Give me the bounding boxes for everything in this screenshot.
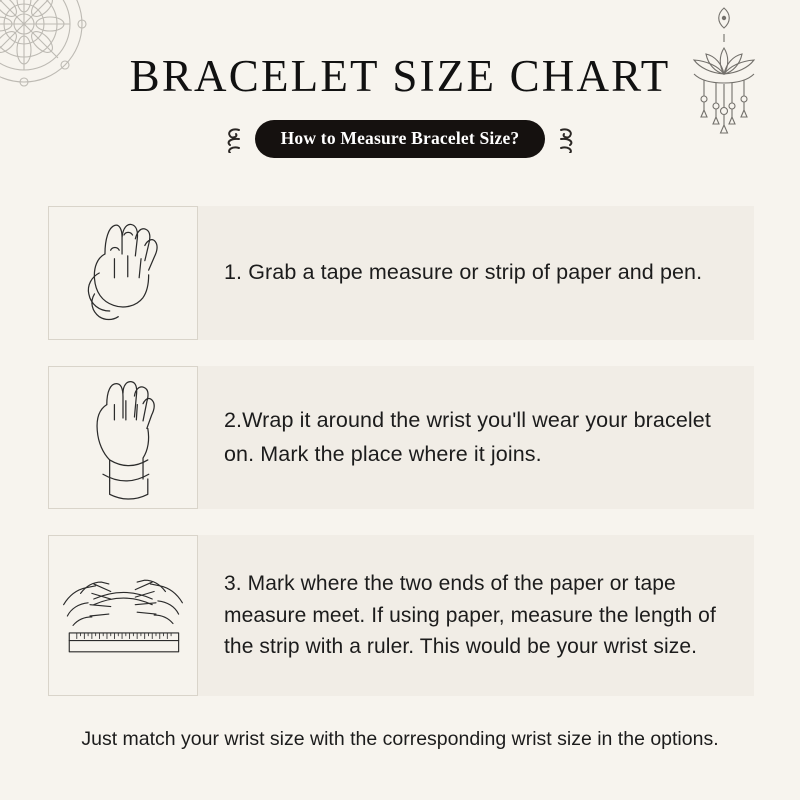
page-title: BRACELET SIZE CHART <box>129 51 671 101</box>
step-text: 2.Wrap it around the wrist you'll wear your bracelet on. Mark the place where it joins. <box>224 408 711 466</box>
steps-list <box>48 206 754 722</box>
hand-fist-line-drawing <box>48 206 198 340</box>
page-header <box>0 51 800 101</box>
footer-note: Just match your wrist size with the corresponding wrist size in the options. <box>81 728 719 750</box>
step-row <box>48 366 754 509</box>
step-text: 3. Mark where the two ends of the paper or tape measure meet. If using paper, measure the length of the strip with a ruler. This would be your wrist size. <box>224 572 716 659</box>
step-row <box>48 535 754 696</box>
subtitle-row <box>0 120 800 158</box>
swirl-flourish-icon <box>557 125 583 153</box>
hand-with-tape-around-wrist-line-drawing <box>48 366 198 509</box>
hands-measuring-strip-with-ruler-line-drawing <box>48 535 198 696</box>
step-text: 1. Grab a tape measure or strip of paper and pen. <box>224 260 703 285</box>
swirl-flourish-icon <box>217 125 243 153</box>
subtitle-pill: How to Measure Bracelet Size? <box>255 120 546 158</box>
step-row <box>48 206 754 340</box>
